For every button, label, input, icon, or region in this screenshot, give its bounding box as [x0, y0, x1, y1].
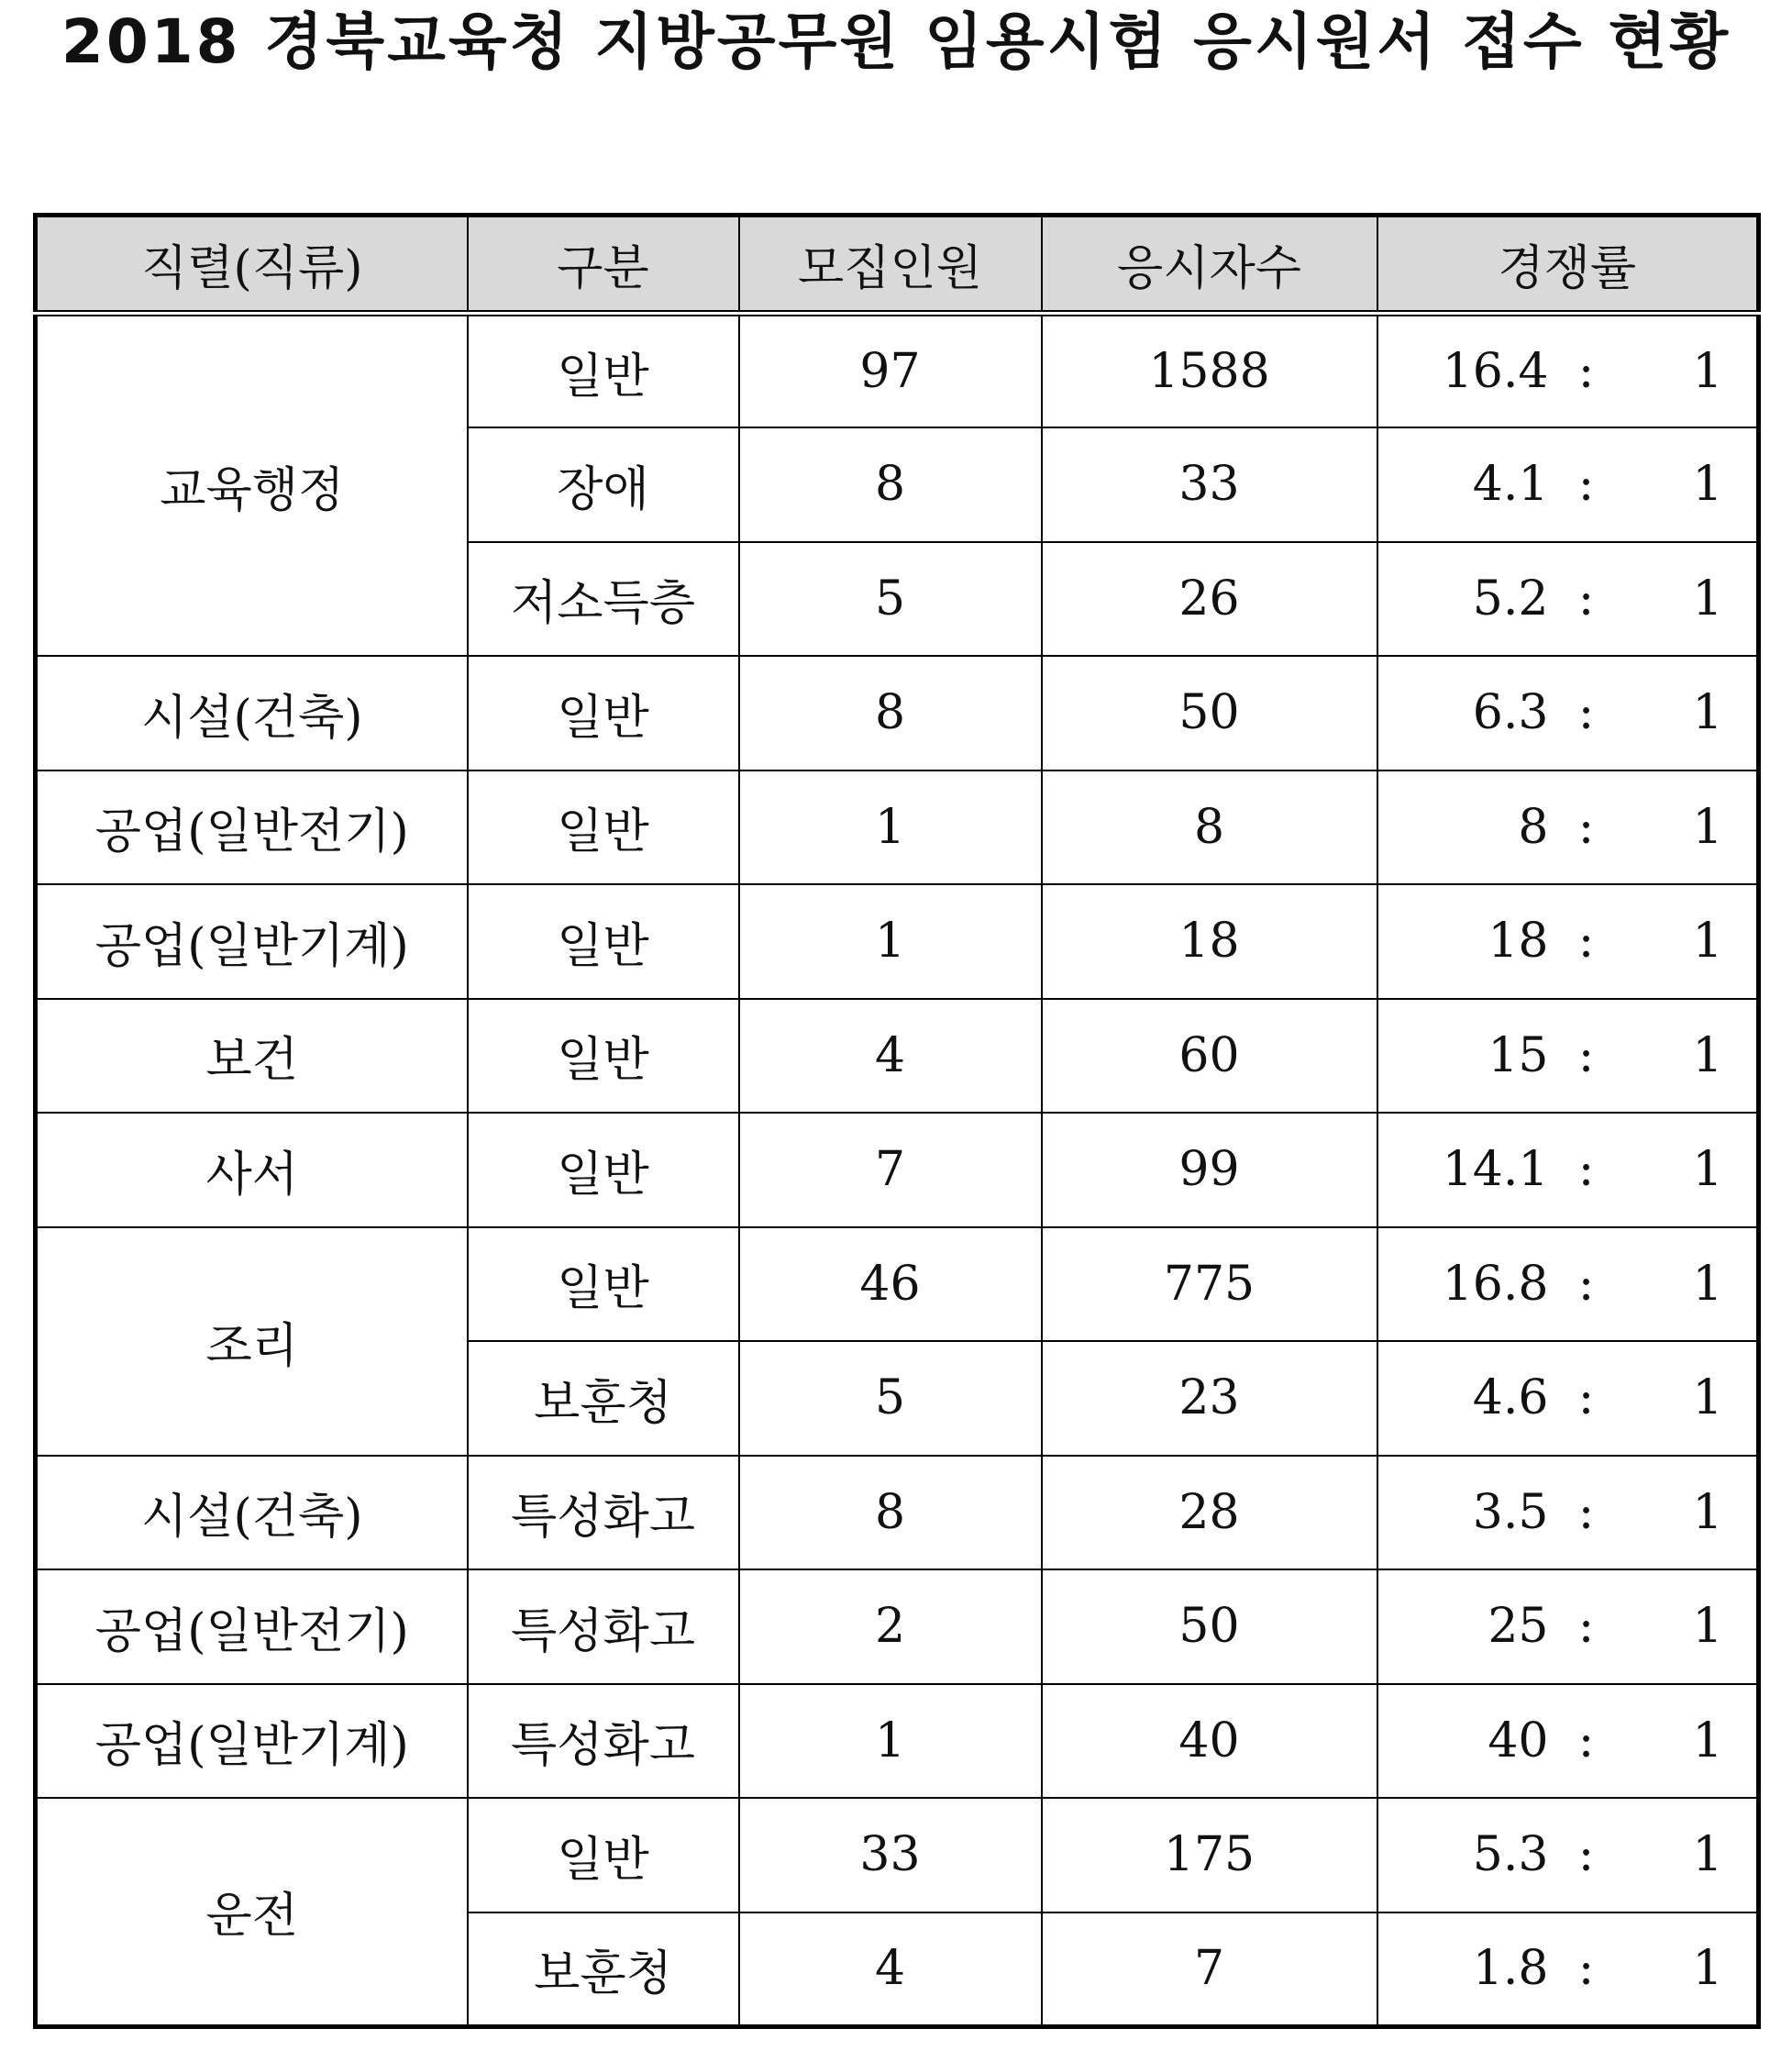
cell-job-series: 공업(일반기계) — [36, 1684, 468, 1799]
cell-category: 일반 — [468, 1227, 739, 1342]
cell-competition-ratio — [1377, 1569, 1759, 1684]
ratio-separator: : — [1577, 457, 1595, 513]
ratio-separator: : — [1577, 571, 1595, 626]
cell-job-series: 교육행정 — [36, 314, 468, 657]
ratio-base: 1 — [1692, 571, 1723, 626]
application-status-table — [33, 213, 1761, 2029]
ratio-separator: : — [1577, 344, 1595, 399]
ratio-group — [1378, 344, 1757, 399]
header-recruit-count: 모집인원 — [739, 216, 1042, 314]
ratio-value: 14.1 — [1442, 1142, 1549, 1198]
ratio-separator: : — [1577, 1256, 1595, 1312]
cell-applicant-count: 7 — [1042, 1912, 1377, 2027]
cell-competition-ratio — [1377, 1912, 1759, 2027]
ratio-base: 1 — [1692, 457, 1723, 513]
cell-competition-ratio — [1377, 1341, 1759, 1456]
cell-applicant-count: 26 — [1042, 542, 1377, 657]
cell-category: 일반 — [468, 884, 739, 999]
cell-applicant-count: 775 — [1042, 1227, 1377, 1342]
ratio-base: 1 — [1692, 1599, 1723, 1655]
cell-category: 특성화고 — [468, 1569, 739, 1684]
table-row — [36, 1569, 1759, 1684]
cell-competition-ratio — [1377, 1113, 1759, 1227]
cell-recruit-count: 46 — [739, 1227, 1042, 1342]
cell-competition-ratio — [1377, 1227, 1759, 1342]
ratio-base: 1 — [1692, 1027, 1723, 1083]
header-category: 구분 — [468, 216, 739, 314]
cell-category: 특성화고 — [468, 1456, 739, 1570]
page-title: 2018 경북교육청 지방공무원 임용시험 응시원서 접수 현황 — [61, 6, 1731, 77]
ratio-group — [1378, 1370, 1757, 1425]
ratio-separator: : — [1577, 1713, 1595, 1768]
ratio-value: 40 — [1488, 1713, 1549, 1768]
ratio-base: 1 — [1692, 685, 1723, 741]
cell-recruit-count: 1 — [739, 1684, 1042, 1799]
cell-category: 일반 — [468, 1113, 739, 1227]
ratio-separator: : — [1577, 799, 1595, 855]
ratio-group — [1378, 1142, 1757, 1197]
cell-applicant-count: 23 — [1042, 1341, 1377, 1456]
ratio-base: 1 — [1692, 799, 1723, 855]
ratio-group — [1378, 685, 1757, 740]
ratio-value: 16.8 — [1442, 1256, 1549, 1312]
ratio-base: 1 — [1692, 1713, 1723, 1768]
cell-competition-ratio — [1377, 884, 1759, 999]
cell-recruit-count: 8 — [739, 1456, 1042, 1570]
cell-job-series: 운전 — [36, 1798, 468, 2026]
cell-competition-ratio — [1377, 314, 1759, 428]
cell-recruit-count: 1 — [739, 884, 1042, 999]
cell-applicant-count: 50 — [1042, 1569, 1377, 1684]
cell-applicant-count: 8 — [1042, 770, 1377, 885]
ratio-separator: : — [1577, 1142, 1595, 1198]
cell-competition-ratio — [1377, 656, 1759, 770]
cell-competition-ratio — [1377, 1684, 1759, 1799]
ratio-base: 1 — [1692, 344, 1723, 399]
ratio-base: 1 — [1692, 1827, 1723, 1883]
ratio-value: 3.5 — [1472, 1484, 1549, 1540]
cell-category: 일반 — [468, 1798, 739, 1912]
cell-applicant-count: 1588 — [1042, 314, 1377, 428]
ratio-separator: : — [1577, 1827, 1595, 1883]
table-row — [36, 1456, 1759, 1570]
cell-recruit-count: 97 — [739, 314, 1042, 428]
cell-competition-ratio — [1377, 1798, 1759, 1912]
ratio-group — [1378, 914, 1757, 969]
cell-category: 저소득층 — [468, 542, 739, 657]
ratio-group — [1378, 571, 1757, 626]
ratio-value: 1.8 — [1472, 1941, 1549, 1996]
cell-recruit-count: 5 — [739, 542, 1042, 657]
cell-category: 보훈청 — [468, 1912, 739, 2027]
table-row — [36, 1684, 1759, 1799]
cell-recruit-count: 1 — [739, 770, 1042, 885]
cell-job-series: 공업(일반전기) — [36, 770, 468, 885]
ratio-base: 1 — [1692, 1142, 1723, 1198]
cell-recruit-count: 7 — [739, 1113, 1042, 1227]
table-row — [36, 884, 1759, 999]
cell-recruit-count: 4 — [739, 999, 1042, 1114]
cell-category: 일반 — [468, 656, 739, 770]
cell-job-series: 보건 — [36, 999, 468, 1114]
ratio-value: 8 — [1518, 799, 1549, 855]
ratio-value: 18 — [1488, 914, 1549, 970]
cell-job-series: 시설(건축) — [36, 656, 468, 770]
ratio-base: 1 — [1692, 914, 1723, 970]
ratio-group — [1378, 1599, 1757, 1654]
table-row — [36, 656, 1759, 770]
cell-competition-ratio — [1377, 1456, 1759, 1570]
ratio-base: 1 — [1692, 1370, 1723, 1426]
cell-category: 일반 — [468, 314, 739, 428]
ratio-separator: : — [1577, 1484, 1595, 1540]
cell-category: 일반 — [468, 999, 739, 1114]
ratio-value: 4.1 — [1472, 457, 1549, 513]
ratio-separator: : — [1577, 1027, 1595, 1083]
table-row — [36, 770, 1759, 885]
ratio-value: 6.3 — [1472, 685, 1549, 741]
cell-competition-ratio — [1377, 427, 1759, 542]
cell-recruit-count: 8 — [739, 427, 1042, 542]
ratio-value: 25 — [1488, 1599, 1549, 1655]
ratio-separator: : — [1577, 914, 1595, 970]
cell-applicant-count: 28 — [1042, 1456, 1377, 1570]
ratio-group — [1378, 1485, 1757, 1540]
ratio-group — [1378, 1028, 1757, 1083]
cell-category: 특성화고 — [468, 1684, 739, 1799]
ratio-group — [1378, 457, 1757, 512]
ratio-separator: : — [1577, 1599, 1595, 1655]
cell-job-series: 조리 — [36, 1227, 468, 1456]
cell-applicant-count: 50 — [1042, 656, 1377, 770]
cell-recruit-count: 4 — [739, 1912, 1042, 2027]
ratio-group — [1378, 1827, 1757, 1882]
ratio-base: 1 — [1692, 1484, 1723, 1540]
cell-applicant-count: 40 — [1042, 1684, 1377, 1799]
cell-applicant-count: 33 — [1042, 427, 1377, 542]
cell-applicant-count: 175 — [1042, 1798, 1377, 1912]
cell-competition-ratio — [1377, 770, 1759, 885]
ratio-separator: : — [1577, 1941, 1595, 1996]
ratio-value: 5.3 — [1472, 1827, 1549, 1883]
ratio-separator: : — [1577, 1370, 1595, 1426]
ratio-group — [1378, 800, 1757, 855]
table-header — [36, 216, 1759, 314]
table-row — [36, 1798, 1759, 1912]
cell-recruit-count: 8 — [739, 656, 1042, 770]
cell-competition-ratio — [1377, 542, 1759, 657]
table-row — [36, 1113, 1759, 1227]
ratio-separator: : — [1577, 685, 1595, 741]
ratio-group — [1378, 1257, 1757, 1312]
header-job-series: 직렬(직류) — [36, 216, 468, 314]
cell-job-series: 시설(건축) — [36, 1456, 468, 1570]
cell-competition-ratio — [1377, 999, 1759, 1114]
ratio-value: 5.2 — [1472, 571, 1549, 626]
cell-job-series: 공업(일반기계) — [36, 884, 468, 999]
ratio-value: 16.4 — [1442, 344, 1549, 399]
table-row — [36, 314, 1759, 428]
header-competition-ratio: 경쟁률 — [1377, 216, 1759, 314]
ratio-value: 15 — [1488, 1027, 1549, 1083]
header-applicant-count: 응시자수 — [1042, 216, 1377, 314]
cell-applicant-count: 60 — [1042, 999, 1377, 1114]
cell-recruit-count: 2 — [739, 1569, 1042, 1684]
table-row — [36, 1227, 1759, 1342]
ratio-group — [1378, 1713, 1757, 1768]
ratio-group — [1378, 1941, 1757, 1996]
table-row — [36, 999, 1759, 1114]
cell-category: 장애 — [468, 427, 739, 542]
cell-recruit-count: 5 — [739, 1341, 1042, 1456]
cell-applicant-count: 99 — [1042, 1113, 1377, 1227]
cell-category: 보훈청 — [468, 1341, 739, 1456]
cell-applicant-count: 18 — [1042, 884, 1377, 999]
cell-job-series: 공업(일반전기) — [36, 1569, 468, 1684]
header-row — [36, 216, 1759, 314]
cell-recruit-count: 33 — [739, 1798, 1042, 1912]
ratio-value: 4.6 — [1472, 1370, 1549, 1426]
cell-job-series: 사서 — [36, 1113, 468, 1227]
ratio-base: 1 — [1692, 1941, 1723, 1996]
table-body — [36, 314, 1759, 2027]
cell-category: 일반 — [468, 770, 739, 885]
ratio-base: 1 — [1692, 1256, 1723, 1312]
